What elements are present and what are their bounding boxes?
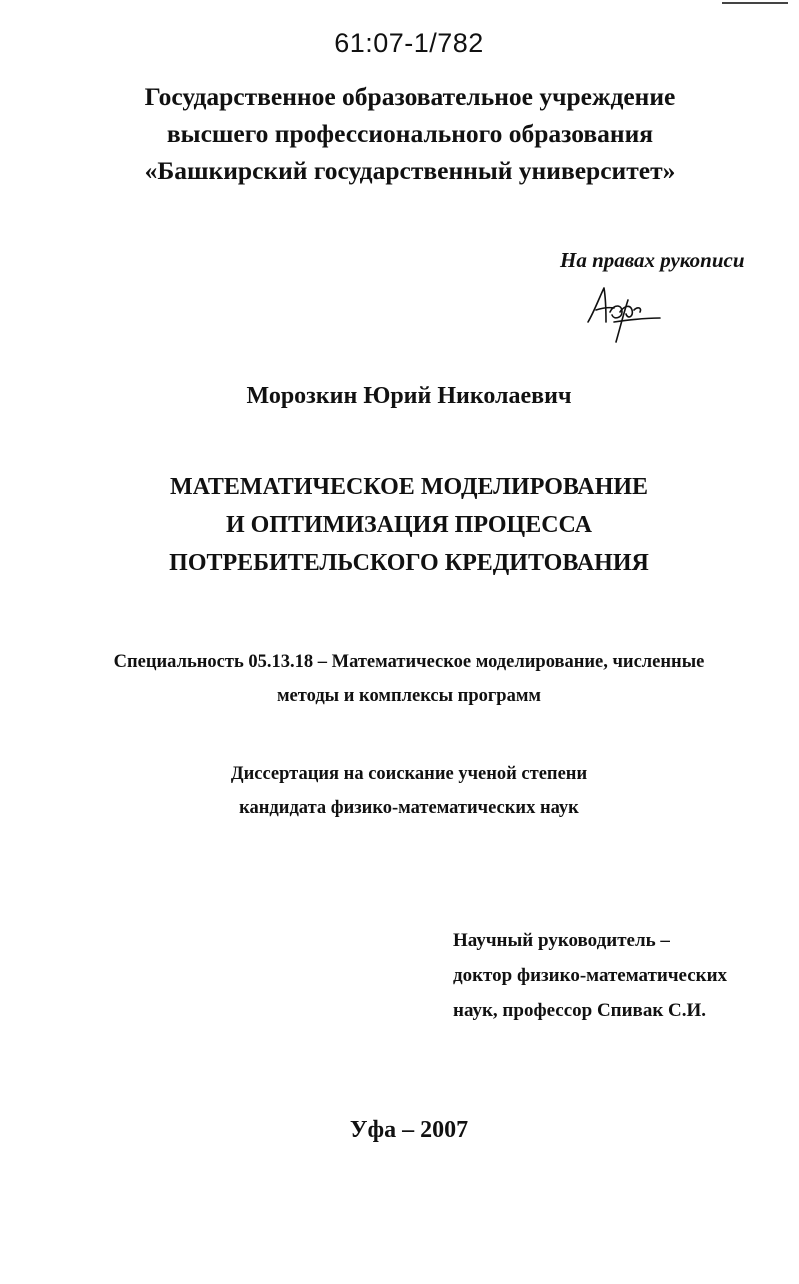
thesis-title-line: ПОТРЕБИТЕЛЬСКОГО КРЕДИТОВАНИЯ [169, 550, 649, 576]
institution-line: высшего профессионального образования [166, 119, 654, 148]
city-year: Уфа – 2007 [349, 1117, 469, 1143]
institution-line: «Башкирский государственный университет» [144, 156, 676, 185]
specialty-block [0, 645, 799, 713]
catalog-number: 61:07-1/782 [334, 28, 484, 58]
supervisor-line: наук, профессор Спивак С.И. [453, 1000, 707, 1021]
author-name: Морозкин Юрий Николаевич [246, 383, 572, 409]
specialty-line: методы и комплексы программ [276, 686, 542, 706]
specialty-line: Специальность 05.13.18 – Математическое моделирование, численные [113, 652, 705, 672]
degree-line: кандидата физико-математических наук [239, 798, 579, 818]
supervisor-line: доктор физико-математических [453, 965, 728, 986]
thesis-title-line: И ОПТИМИЗАЦИЯ ПРОЦЕССА [226, 512, 592, 538]
thesis-title [0, 468, 799, 582]
degree-line: Диссертация на соискание ученой степени [230, 764, 588, 784]
supervisor-line: Научный руководитель – [453, 930, 670, 951]
scan-edge-mark [722, 2, 788, 4]
degree-block [0, 757, 799, 825]
manuscript-note: На правах рукописи [560, 248, 745, 272]
institution-line: Государственное образовательное учреждение [144, 82, 676, 111]
signature-icon [584, 282, 664, 344]
institution-header [0, 78, 799, 189]
supervisor-block [453, 923, 727, 1028]
thesis-title-line: МАТЕМАТИЧЕСКОЕ МОДЕЛИРОВАНИЕ [169, 474, 649, 500]
